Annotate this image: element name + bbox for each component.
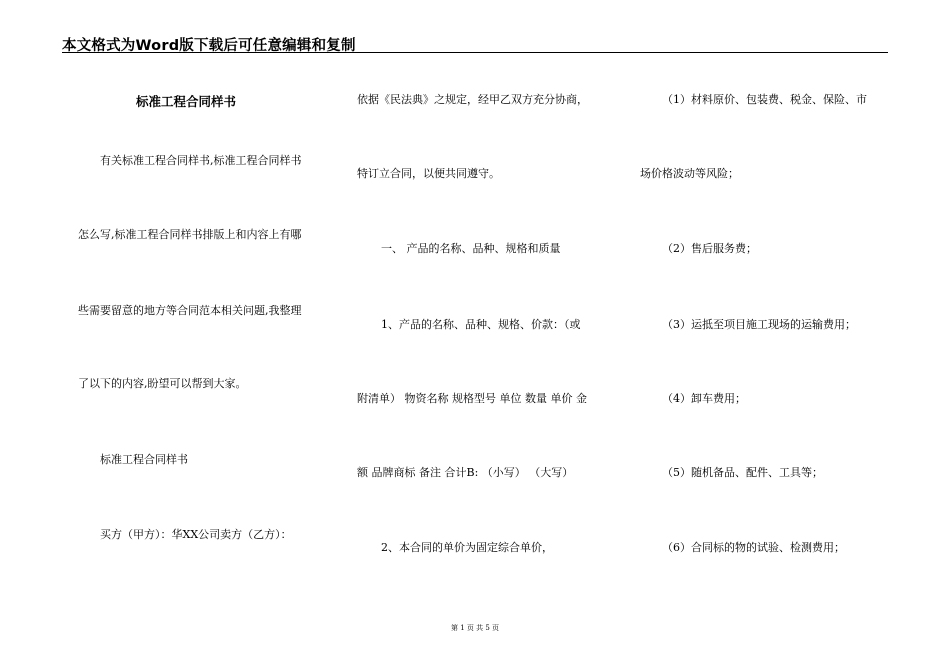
col2-line-1: 依据《民法典》之规定，经甲乙双方充分协商， [357, 93, 588, 106]
col1-line-5: 标准工程合同样书 [100, 453, 188, 466]
header-divider [62, 52, 888, 53]
col1-line-2: 怎么写,标准工程合同样书排版上和内容上有哪 [78, 228, 302, 241]
col3-line-1: （1）材料原价、包装费、税金、保险、市 [662, 93, 867, 106]
header-title: 本文格式为Word版下载后可任意编辑和复制 [62, 38, 356, 54]
page-number: 第 1 页 共 5 页 [450, 624, 500, 632]
col3-line-5: （4）卸车费用； [662, 392, 746, 405]
col1-line-6: 买方（甲方）：华XX公司卖方（乙方）： [100, 528, 292, 541]
col3-line-6: （5）随机备品、配件、工具等； [662, 466, 823, 479]
col2-line-4: 1、产品的名称、品种、规格、价款：（或 [381, 318, 581, 331]
col3-line-2: 场价格波动等风险； [640, 167, 739, 180]
col1-line-4: 了以下的内容,盼望可以帮到大家。 [78, 377, 247, 390]
document-title: 标准工程合同样书 [136, 94, 237, 109]
col1-line-1: 有关标准工程合同样书,标准工程合同样书 [100, 154, 302, 167]
col1-line-3: 些需要留意的地方等合同范本相关问题,我整理 [78, 304, 302, 317]
col2-line-2: 特订立合同，以便共同遵守。 [357, 167, 500, 180]
col2-line-3: 一、 产品的名称、品种、规格和质量 [381, 242, 561, 255]
col3-line-3: （2）售后服务费； [662, 242, 757, 255]
col2-line-7: 2、本合同的单价为固定综合单价， [381, 541, 553, 554]
col3-line-4: （3）运抵至项目施工现场的运输费用； [662, 318, 856, 331]
col2-line-5: 附清单） 物资名称 规格型号 单位 数量 单价 金 [357, 392, 587, 405]
col2-line-6: 额 品牌商标 备注 合计B: （小写） （大写） [357, 466, 574, 479]
col3-line-7: （6）合同标的物的试验、检测费用； [662, 541, 845, 554]
